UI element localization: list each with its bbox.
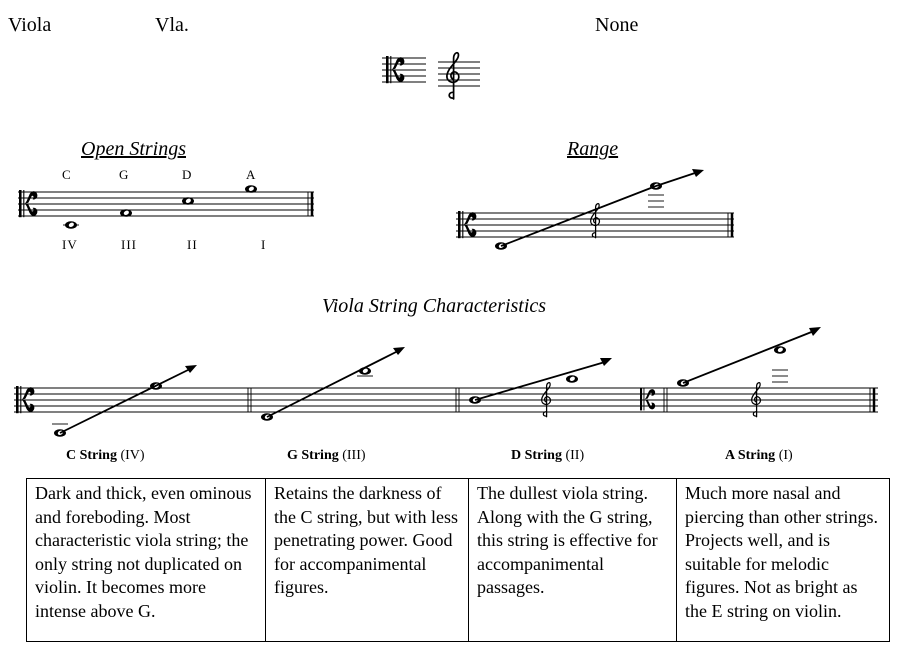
caption-g-name: G String bbox=[287, 448, 339, 463]
note-name-g: G bbox=[119, 167, 130, 182]
a-string-high-note bbox=[774, 346, 786, 354]
caption-g-string bbox=[287, 448, 366, 464]
caption-d-string bbox=[511, 448, 584, 464]
caption-c-string bbox=[66, 448, 145, 464]
transposition-value: None bbox=[595, 14, 639, 36]
string-description-table bbox=[26, 478, 890, 642]
description-c-string: Dark and thick, even ominous and foreboding. Most characteristic viola string; the only string not duplicated on violin. It becomes more intense above G. bbox=[27, 479, 266, 642]
note-name-d: D bbox=[182, 167, 193, 182]
numeral-iv: IV bbox=[62, 237, 78, 252]
caption-c-name: C String bbox=[66, 448, 117, 463]
characteristics-staff bbox=[0, 320, 902, 440]
numeral-i: I bbox=[261, 237, 267, 252]
characteristics-title: Viola String Characteristics bbox=[322, 295, 547, 317]
caption-d-numeral: (II) bbox=[565, 448, 585, 463]
numeral-iii: III bbox=[121, 237, 137, 252]
alto-clef-icon bbox=[640, 388, 655, 410]
note-name-c: C bbox=[62, 167, 72, 182]
open-strings-title: Open Strings bbox=[81, 138, 186, 160]
range-title: Range bbox=[567, 138, 619, 160]
arrow-up-right-icon bbox=[60, 365, 197, 433]
note-g bbox=[120, 209, 132, 217]
range-staff bbox=[452, 165, 742, 255]
arrow-up-right-icon bbox=[683, 327, 821, 383]
note-a bbox=[245, 185, 257, 193]
description-d-string: The dullest viola string. Along with the G string, this string is effective for accompanimental passages. bbox=[469, 479, 677, 642]
caption-a-string bbox=[725, 448, 793, 464]
instrument-abbreviation: Vla. bbox=[155, 14, 189, 36]
caption-a-name: A String bbox=[725, 448, 776, 463]
alto-clef-icon bbox=[382, 56, 426, 83]
open-strings-staff bbox=[10, 180, 320, 240]
treble-clef-icon bbox=[438, 53, 480, 99]
numeral-ii: II bbox=[187, 237, 198, 252]
arrow-up-right-icon bbox=[501, 169, 704, 246]
note-d bbox=[182, 197, 194, 205]
d-string-high-note bbox=[566, 375, 578, 383]
description-g-string: Retains the darkness of the C string, but with less penetrating power. Good for accompanimental figures. bbox=[266, 479, 469, 642]
caption-c-numeral: (IV) bbox=[120, 448, 145, 463]
arrow-up-right-icon bbox=[267, 347, 405, 417]
table-row bbox=[27, 479, 890, 642]
instrument-name: Viola bbox=[8, 14, 52, 36]
note-c bbox=[65, 221, 77, 229]
description-a-string: Much more nasal and piercing than other strings. Projects well, and is suitable for melodic figures. Not as bright as the E string on violin. bbox=[677, 479, 890, 642]
note-name-a: A bbox=[246, 167, 257, 182]
caption-d-name: D String bbox=[511, 448, 562, 463]
clef-icons bbox=[380, 52, 490, 102]
caption-a-numeral: (I) bbox=[778, 448, 793, 463]
caption-g-numeral: (III) bbox=[342, 448, 366, 463]
